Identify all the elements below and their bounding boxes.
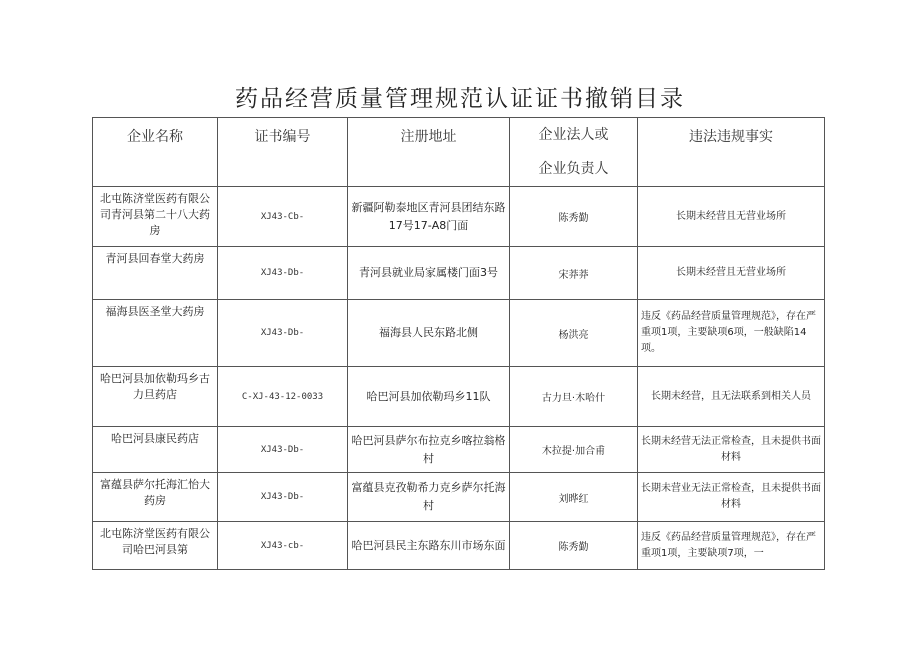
certificate-number-cell: XJ43-Db- (218, 427, 348, 473)
address-cell: 哈巴河县民主东路东川市场东面 (348, 522, 510, 570)
certificate-number-cell: XJ43-Db- (218, 300, 348, 367)
address-cell: 富蕴县克孜勒希力克乡萨尔托海村 (348, 473, 510, 522)
header-company-name: 企业名称 (93, 118, 218, 187)
table-header-row (93, 118, 825, 187)
certificate-number-cell: XJ43-cb- (218, 522, 348, 570)
company-name-cell: 青河县回春堂大药房 (93, 247, 218, 300)
header-violation-facts: 违法违规事实 (638, 118, 825, 187)
address-cell: 哈巴河县加依勒玛乡11队 (348, 367, 510, 427)
header-registered-address: 注册地址 (348, 118, 510, 187)
table-row (93, 427, 825, 473)
company-name-cell: 富蕴县萨尔托海汇怡大药房 (93, 473, 218, 522)
violation-cell: 违反《药品经营质量管理规范》，存在严重项1项，主要缺项6项，一般缺陷14项。 (638, 300, 825, 367)
company-name-cell: 哈巴河县康民药店 (93, 427, 218, 473)
address-cell: 新疆阿勒泰地区青河县团结东路17号17-A8门面 (348, 187, 510, 247)
certificate-number-cell: XJ43-Db- (218, 247, 348, 300)
violation-cell: 长期未营业无法正常检查，且未提供书面材料 (638, 473, 825, 522)
certificate-number-cell: C-XJ-43-12-0033 (218, 367, 348, 427)
certificate-number-cell: XJ43-Cb- (218, 187, 348, 247)
violation-cell: 长期未经营，且无法联系到相关人员 (638, 367, 825, 427)
company-name-cell: 北屯陈济堂医药有限公司哈巴河县第 (93, 522, 218, 570)
address-cell: 青河县就业局家属楼门面3号 (348, 247, 510, 300)
legal-person-cell: 陈秀勤 (510, 187, 638, 247)
table-row (93, 522, 825, 570)
header-legal-person (510, 118, 638, 187)
company-name-cell: 哈巴河县加依勒玛乡古力旦药店 (93, 367, 218, 427)
violation-cell: 长期未经营无法正常检查，且未提供书面材料 (638, 427, 825, 473)
violation-cell: 长期未经营且无营业场所 (638, 187, 825, 247)
certificate-number-cell: XJ43-Db- (218, 473, 348, 522)
legal-person-cell: 陈秀勤 (510, 522, 638, 570)
address-cell: 哈巴河县萨尔布拉克乡喀拉翁格村 (348, 427, 510, 473)
violation-cell: 违反《药品经营质量管理规范》，存在严重项1项，主要缺项7项，一 (638, 522, 825, 570)
table-row (93, 473, 825, 522)
legal-person-cell: 宋莽莽 (510, 247, 638, 300)
certificate-revocation-table (92, 117, 825, 570)
header-certificate-number: 证书编号 (218, 118, 348, 187)
company-name-cell: 福海县医圣堂大药房 (93, 300, 218, 367)
legal-person-cell: 木拉提·加合甫 (510, 427, 638, 473)
header-legal-person-line2: 企业负责人 (538, 161, 609, 177)
legal-person-cell: 刘晔红 (510, 473, 638, 522)
company-name-cell: 北屯陈济堂医药有限公司青河县第二十八大药房 (93, 187, 218, 247)
legal-person-cell: 古力旦·木哈什 (510, 367, 638, 427)
header-legal-person-line1: 企业法人或 (538, 127, 609, 143)
table-row (93, 247, 825, 300)
legal-person-cell: 杨洪亮 (510, 300, 638, 367)
table-row (93, 187, 825, 247)
table-row (93, 367, 825, 427)
document-title: 药品经营质量管理规范认证证书撤销目录 (235, 86, 685, 112)
address-cell: 福海县人民东路北侧 (348, 300, 510, 367)
violation-cell: 长期未经营且无营业场所 (638, 247, 825, 300)
table-row (93, 300, 825, 367)
